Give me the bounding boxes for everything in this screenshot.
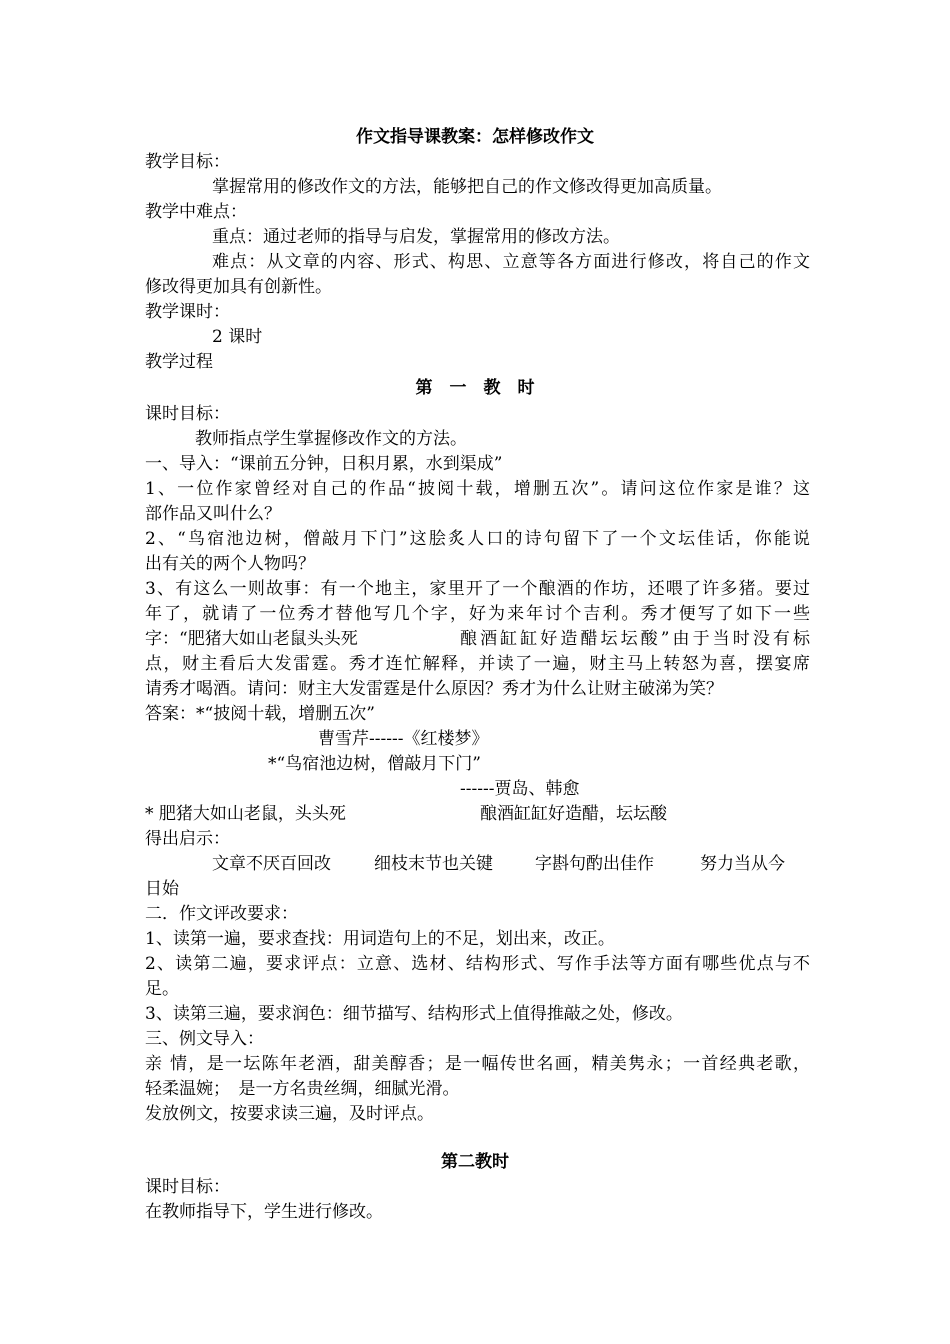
insight-2: 细枝末节也关键 [374, 854, 493, 874]
requirement-1: 1、读第一遍，要求查找：用词造句上的不足，划出来，改正。 [145, 929, 615, 949]
question-3-line-5: 请秀才喝酒。请问：财主大发雷霆是什么原因？秀才为什么让财主破涕为笑？ [145, 679, 723, 699]
question-3-line-4: 点，财主看后大发雷霆。秀才连忙解释，并读了一遍，财主马上转怒为喜，摆宴席 [145, 654, 810, 674]
section-1-goal-heading: 课时目标： [145, 404, 230, 424]
hard-point-line-1: 难点：从文章的内容、形式、构思、立意等各方面进行修改，将自己的作文 [212, 252, 810, 272]
section-2-goal-heading: 课时目标： [145, 1177, 230, 1197]
requirement-2-line-1: 2、读第二遍，要求评点：立意、选材、结构形式、写作手法等方面有哪些优点与不 [145, 954, 810, 974]
key-point: 重点：通过老师的指导与启发，掌握常用的修改方法。 [212, 227, 620, 247]
question-1-line-2: 部作品又叫什么？ [145, 504, 281, 524]
section-1-goal-text: 教师指点学生掌握修改作文的方法。 [195, 429, 467, 449]
answer-line-1: 答案：*“披阅十载，增删五次” [145, 704, 375, 724]
question-3-line-3a: 字：“肥猪大如山老鼠头头死 [145, 629, 358, 649]
section-1-heading: 第 一 教 时 [415, 378, 535, 398]
question-3-line-3b: 酿酒缸缸好造醋坛坛酸”由于当时没有标 [460, 629, 810, 649]
intro-heading: 一、导入：“课前五分钟，日积月累，水到渠成” [145, 454, 503, 474]
difficulty-heading: 教学中难点： [145, 202, 247, 222]
example-line-3: 发放例文，按要求读三遍，及时评点。 [145, 1104, 434, 1124]
question-2-line-2: 出有关的两个人物吗？ [145, 554, 315, 574]
goal-heading: 教学目标： [145, 152, 230, 172]
question-2-line-1: 2、“鸟宿池边树，僧敲月下门”这脍炙人口的诗句留下了一个文坛佳话，你能说 [145, 529, 810, 549]
requirement-2-line-2: 足。 [145, 979, 179, 999]
answer-line-4: ------贾岛、韩愈 [460, 779, 580, 799]
insight-1: 文章不厌百回改 [212, 854, 331, 874]
hours-text: 2 课时 [212, 327, 263, 347]
requirement-3: 3、读第三遍，要求润色：细节描写、结构形式上值得推敲之处，修改。 [145, 1004, 683, 1024]
insight-heading: 得出启示： [145, 829, 230, 849]
hard-point-line-2: 修改得更加具有创新性。 [145, 277, 332, 297]
section-2-heading: 第二教时 [441, 1152, 509, 1172]
example-heading: 三、例文导入： [145, 1029, 264, 1049]
example-line-2: 轻柔温婉； 是一方名贵丝绸，细腻光滑。 [145, 1079, 460, 1099]
requirements-heading: 二．作文评改要求： [145, 904, 298, 924]
answer-line-3: *“鸟宿池边树，僧敲月下门” [268, 754, 481, 774]
answer-line-5b: 酿酒缸缸好造醋，坛坛酸 [480, 804, 667, 824]
document-title: 作文指导课教案：怎样修改作文 [356, 127, 594, 147]
hours-heading: 教学课时： [145, 302, 230, 322]
insight-5: 日始 [145, 879, 179, 899]
process-heading: 教学过程 [145, 352, 213, 372]
insight-3: 字斟句酌出佳作 [535, 854, 654, 874]
question-3-line-1: 3、有这么一则故事：有一个地主，家里开了一个酿酒的作坊，还喂了许多猪。要过 [145, 579, 810, 599]
section-2-goal-text: 在教师指导下，学生进行修改。 [145, 1202, 383, 1222]
example-line-1: 亲 情，是一坛陈年老酒，甜美醇香；是一幅传世名画，精美隽永；一首经典老歌， [145, 1054, 810, 1074]
insight-4: 努力当从今 [700, 854, 785, 874]
goal-text: 掌握常用的修改作文的方法，能够把自己的作文修改得更加高质量。 [212, 177, 722, 197]
answer-line-2: 曹雪芹------《红楼梦》 [318, 729, 489, 749]
answer-line-5a: * 肥猪大如山老鼠，头头死 [145, 804, 346, 824]
question-1-line-1: 1、一位作家曾经对自己的作品“披阅十载，增删五次”。请问这位作家是谁？这 [145, 479, 810, 499]
question-3-line-2: 年了，就请了一位秀才替他写几个字，好为来年讨个吉利。秀才便写了如下一些 [145, 604, 810, 624]
